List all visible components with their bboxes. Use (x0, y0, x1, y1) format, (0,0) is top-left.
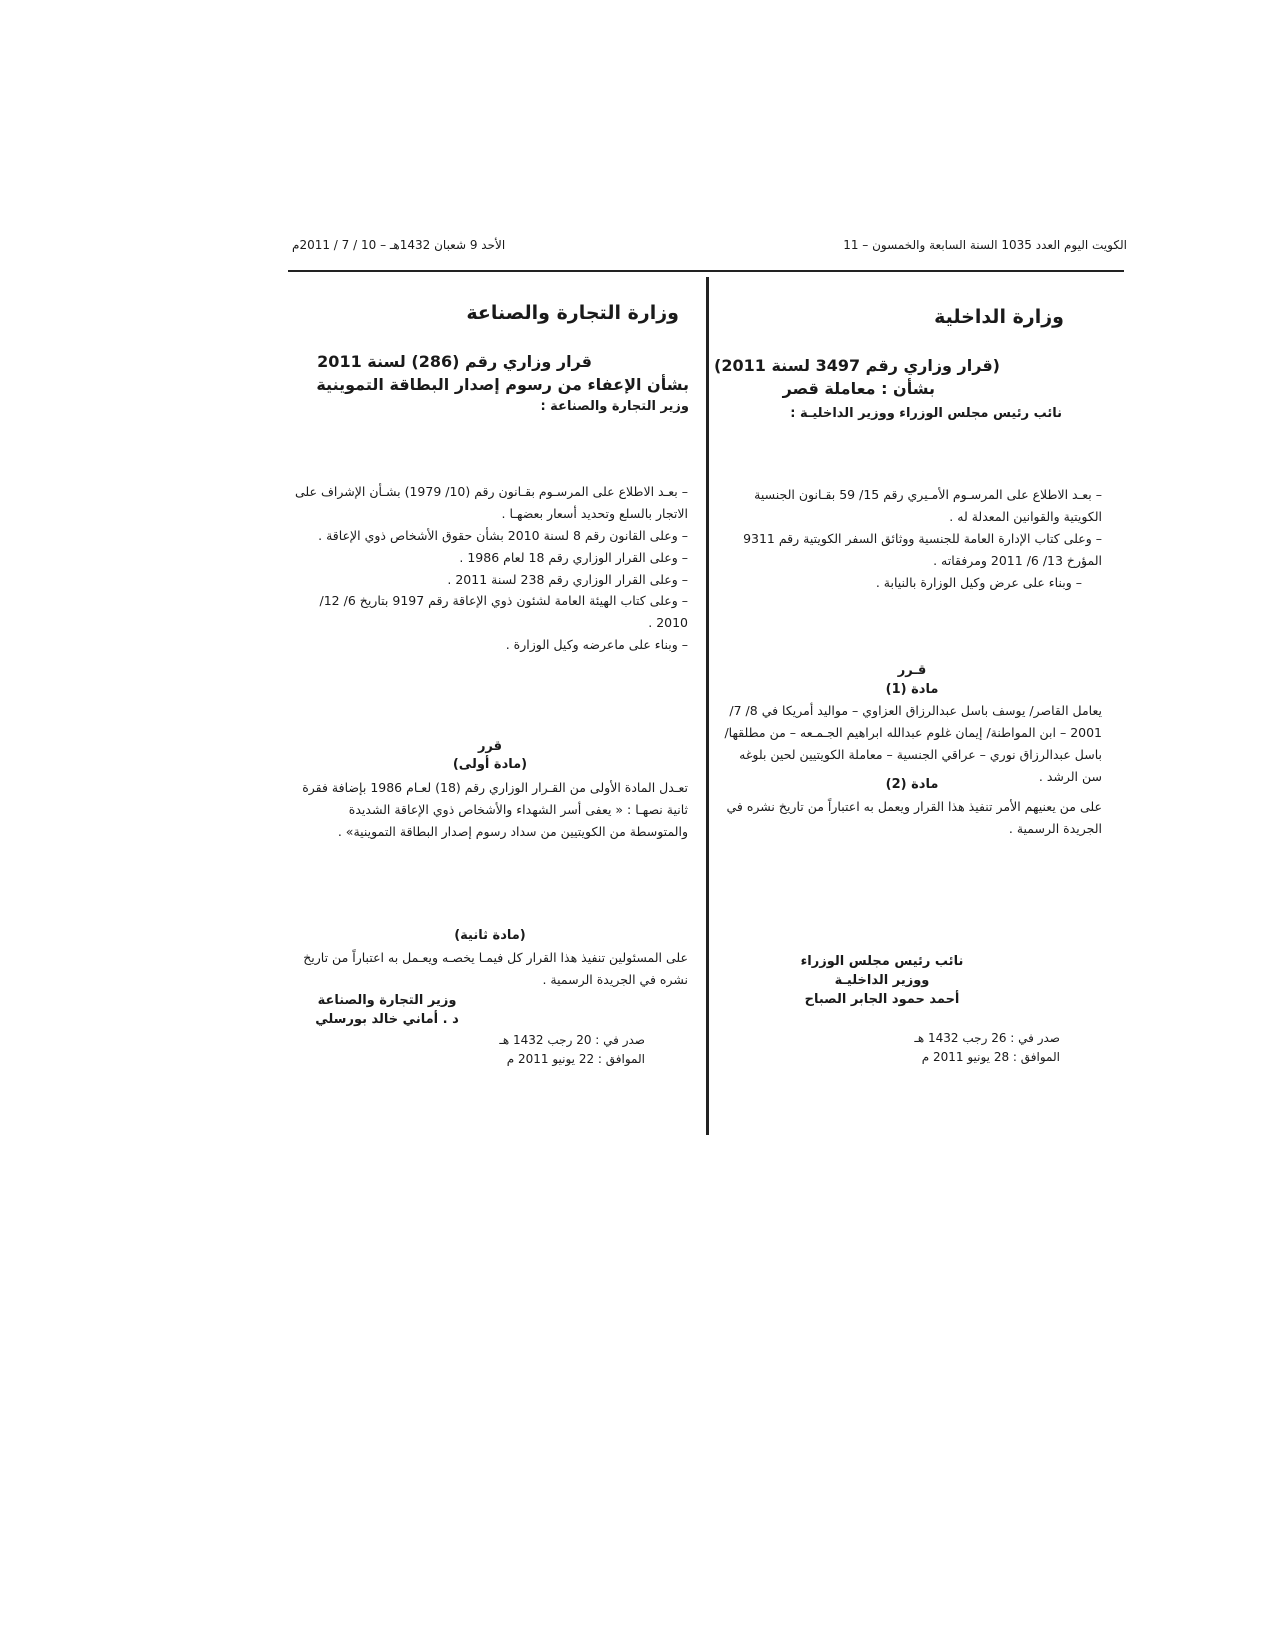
signature-name: أحمد حمود الجابر الصباح (804, 991, 960, 1007)
commerce-article1-heading: (مادة أولى) (452, 757, 528, 772)
header-rule (288, 270, 1124, 272)
commerce-decision-title: قرار وزاري رقم (286) لسنة 2011 (317, 352, 592, 371)
commerce-decided: قرر (477, 739, 503, 754)
header-date: الأحد 9 شعبان 1432هـ – 10 / 7 / 2011م (292, 238, 506, 252)
preamble-item: – وعلى كتاب الإدارة العامة للجنسية ووثائق السفر الكويتية رقم 9311 المؤرخ 13/ 6/ 2011 ومرفقاته . (743, 530, 1102, 568)
interior-article2 (722, 796, 1102, 840)
article-text: يعامل القاصر/ يوسف باسل عبدالرزاق العزاوي – مواليد أمريكا في 8/ 7/ 2001 – ابن المواطنة/ إيمان غلوم عبدالله ابراهيم الجـمـعه – من مطلقها/ باسل عبدالرزاق نوري – عراقي الجنسية – معاملة الكويتيين لحين بلوغه سن الرشد . (724, 703, 1102, 784)
commerce-corresponding-date: الموافق : 22 يونيو 2011 م (506, 1052, 645, 1066)
interior-signature (722, 953, 1042, 1010)
interior-article1 (722, 700, 1102, 788)
preamble-item: – وعلى القرار الوزاري رقم 238 لسنة 2011 . (447, 571, 688, 587)
signature-line: وزير التجارة والصناعة (317, 993, 457, 1008)
preamble-item: – بعـد الاطلاع على المرسـوم الأمـيري رقم 15/ 59 بقـانون الجنسية الكويتية والقوانين المعدلة له . (754, 487, 1102, 524)
interior-preamble (722, 484, 1102, 593)
interior-corresponding-date: الموافق : 28 يونيو 2011 م (921, 1050, 1060, 1064)
interior-ministry-heading: وزارة الداخلية (934, 306, 1064, 328)
commerce-signature (292, 992, 482, 1030)
commerce-preamble (292, 481, 688, 656)
signature-line: نائب رئيس مجلس الوزراء (800, 954, 964, 969)
commerce-issuer: وزير التجارة والصناعة : (540, 399, 689, 414)
preamble-item: – وبناء على ماعرضه وكيل الوزارة . (505, 637, 688, 653)
preamble-item: – وعلى كتاب الهيئة العامة لشئون ذوي الإعاقة رقم 9197 بتاريخ 6/ 12/ 2010 . (319, 593, 688, 631)
interior-issued-date: صدر في : 26 رجب 1432 هـ (914, 1031, 1060, 1045)
interior-decided: قـرر (897, 663, 927, 678)
interior-article1-heading: مادة (1) (885, 682, 939, 697)
commerce-article2-heading: (مادة ثانية) (454, 928, 526, 943)
column-divider (706, 277, 709, 1135)
header-issue-info: الكويت اليوم العدد 1035 السنة السابعة والخمسون – 11 (843, 238, 1127, 252)
interior-issuer: نائب رئيس مجلس الوزراء ووزير الداخليـة : (790, 406, 1062, 421)
commerce-article1 (292, 777, 688, 843)
signature-name: د . أماني خالد بورسلي (315, 1011, 459, 1027)
interior-article2-heading: مادة (2) (885, 777, 939, 792)
commerce-issued-date: صدر في : 20 رجب 1432 هـ (499, 1033, 645, 1047)
commerce-ministry-heading: وزارة التجارة والصناعة (466, 302, 679, 324)
article-text: على من يعنيهم الأمر تنفيذ هذا القرار ويعمل به اعتباراً من تاريخ نشره في الجريدة الرسمية . (726, 799, 1102, 836)
article-text: على المسئولين تنفيذ هذا القرار كل فيمـا يخصـه ويعـمل به اعتباراً من تاريخ نشره في الجريدة الرسمية . (303, 950, 688, 987)
preamble-item: – بعـد الاطلاع على المرسـوم بقـانون رقم (10/ 1979) بشـأن الإشراف على الاتجار بالسلع وتحديد أسعار بعضهـا . (294, 484, 688, 521)
commerce-subject: بشأن الإعفاء من رسوم إصدار البطاقة التموينية (316, 375, 689, 394)
interior-subject: بشأن : معاملة قصر (782, 379, 935, 398)
commerce-article2 (292, 947, 688, 991)
signature-line: ووزير الداخليـة (834, 972, 930, 988)
preamble-item: – وبناء على عرض وكيل الوزارة بالنيابة . (875, 574, 1082, 590)
article-text: تعـدل المادة الأولى من القـرار الوزاري رقم (18) لعـام 1986 بإضافة فقرة ثانية نصهـا : « يعفى أسر الشهداء والأشخاص ذوي الإعاقة الشديدة والمتوسطة من الكويتيين من سداد رسوم إصدار البطاقة التموينية» . (302, 780, 688, 839)
preamble-item: – وعلى القرار الوزاري رقم 18 لعام 1986 . (459, 549, 688, 565)
preamble-item: – وعلى القانون رقم 8 لسنة 2010 بشأن حقوق الأشخاص ذوي الإعاقة . (318, 527, 688, 543)
interior-decision-title: (قرار وزاري رقم 3497 لسنة 2011) (714, 356, 1000, 375)
